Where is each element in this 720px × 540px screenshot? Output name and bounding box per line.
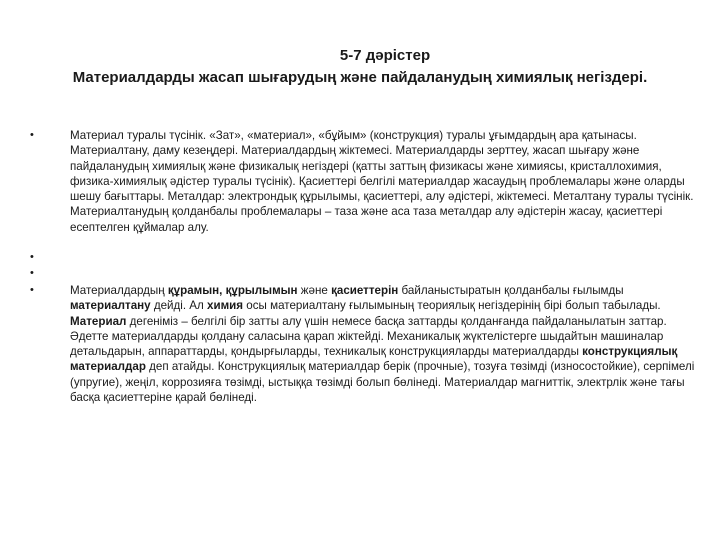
text-run: дегеніміз – белгілі бір затты алу үшін немесе басқа заттарды қолданғанда пайдаланылатын заттар. Әдетте материалдарды қолдану саласына қарап жіктейді. Механикалық жүктелістерге шыдайтын машиналар детальдарын, аппараттарды, қондырғыларды, техникалық конструкцияларды материалдарды <box>70 314 667 359</box>
bullet-marker: • <box>30 251 34 263</box>
lecture-number-heading: 5-7 дәрістер <box>339 47 431 64</box>
bold-term: құрамын, құрылымын <box>167 284 298 297</box>
lecture-topic-heading: Материалдарды жасап шығарудың және пайдаланудың химиялық негіздері. <box>72 69 648 86</box>
bold-term: конструкциялық материалдар <box>70 345 678 374</box>
bold-term: қасиеттерін <box>331 284 399 297</box>
text-run: және <box>297 284 332 297</box>
bold-term: материалтану <box>70 299 151 313</box>
bullet-text-4 <box>70 283 705 405</box>
slide-title <box>20 46 700 88</box>
bold-term: Материал <box>70 314 127 328</box>
text-run: деп атайды. Конструкциялық материалдар берік (прочные), тозуға төзімді (износостойкие), серпімелі (упругие), жеңіл, коррозияға төзімді, ыстыққа төзімді болып бөлінеді. Материалдар магниттік, электрлік және тағы басқа қасиеттеріне қарай бөлінеді. <box>70 360 695 405</box>
bold-term: химия <box>207 299 244 313</box>
bullet-marker: • <box>30 267 34 279</box>
text-run: осы материалтану ғылымының теориялық негіздерінің бірі болып табылады. <box>243 299 661 313</box>
text-run: дейді. Ал <box>150 299 208 313</box>
text-run: Материалдардың <box>70 284 168 297</box>
bullet-marker: • <box>30 284 34 296</box>
bullet-text-1: Материал туралы түсінік. «Зат», «материал», «бұйым» (конструкция) туралы ұғымдардың ара қатынасы. Материалтану, даму кезеңдері. Материалдардың жіктемесі. Материалдарды зерттеу, жасап шығару және пайдаланудың химиялық және физикалық негіздері (қатты заттың физикасы және химиясы, кристаллохимия, физика-химиялық әдістер туралы түсінік). Қасиеттері белгілі материалдар жасаудың проблемалары және оларды шешу бағыттары. Металдар: электрондық құрылымы, қасиеттері, алу әдістері, жіктемесі. Металтану туралы түсінік. Материалтанудың қолданбалы проблемалары – таза және аса таза металдар алу әдістерін жасау, қасиеттері есептелген құймалар алу. <box>70 129 694 234</box>
bullet-marker: • <box>30 129 34 141</box>
text-run: байланыстыратын қолданбалы ғылымды <box>398 284 624 297</box>
